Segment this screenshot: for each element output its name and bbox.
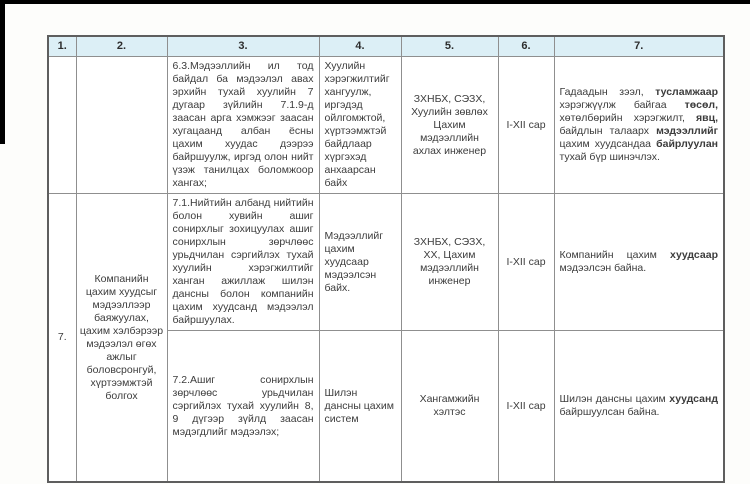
cell-7-objective: Компанийн цахим хуудсыг мэдээллээр баяжуулах, цахим хэлбэрээр мэдээлэл өгөх ажлыг боловсронгуй, хүртээмжтэй болгох <box>76 194 167 483</box>
cell-72-criteria: Шилэн дансны цахим систем <box>319 331 401 483</box>
header-cell-col6: 6. <box>498 36 554 57</box>
cell-7-number: 7. <box>48 194 76 483</box>
cell-71-criteria: Мэдээллийг цахим хуудсаар мэдээлсэн байх. <box>319 194 401 331</box>
cell-71-activity: 7.1.Нийтийн албанд нийтийн болон хувийн ашиг сонирхлыг зохицуулах ашиг сонирхлын зөрчлөөс урьдчилан сэргийлэх тухай хуулийн хэрэгжилтийг ханган ажиллаж шилэн дансны болон компанийн цахим хуудсанд мэдээлэл байршуулах. <box>167 194 319 331</box>
cell-63-schedule: I-XII сар <box>498 57 554 194</box>
cell-63-objective <box>76 57 167 194</box>
cell-72-activity: 7.2.Ашиг сонирхлын зөрчлөөс урьдчилан сэргийлэх тухай хуулийн 8, 9 дүгээр зүйлд заасан мэдэгдлийг мэдээлэх; <box>167 331 319 483</box>
header-cell-col5: 5. <box>401 36 498 57</box>
cell-72-result: Шилэн дансны цахим хуудсанд байршуулсан байна. <box>554 331 724 483</box>
cell-63-responsible: ЗХНБХ, СЭЗХ, Хуулийн зөвлөх Цахим мэдээллийн ахлах инженер <box>401 57 498 194</box>
scan-edge-artifact-top <box>0 0 750 4</box>
header-cell-col1: 1. <box>48 36 76 57</box>
cell-71-responsible: ЗХНБХ, СЭЗХ, ХХ, Цахим мэдээллийн инженер <box>401 194 498 331</box>
cell-63-criteria: Хуулийн хэрэгжилтийг хангуулж, иргэдэд ойлгомжтой, хүртээмжтэй байдлаар хүргэхэд анхаарсан байх <box>319 57 401 194</box>
cell-72-schedule: I-XII сар <box>498 331 554 483</box>
cell-63-result: Гадаадын зээл, тусламжаар хэрэгжүүлж байгаа төсөл, хөтөлбөрийн хэрэгжилт, явц, байдлын талаарх мэдээллийг цахим хуудсандаа байрлуулан тухай бүр шинэчлэх. <box>554 57 724 194</box>
cell-63-number <box>48 57 76 194</box>
header-cell-col7: 7. <box>554 36 724 57</box>
table-row-6-3 <box>48 57 724 194</box>
cell-63-activity: 6.3.Мэдээллийн ил тод байдал ба мэдээлэл авах эрхийн тухай хуулийн 7 дугаар зүйлийн 7.1.9-д заасан арга хэмжээг заасан хугацаанд албан ёсны цахим хуудас дээрээ байршуулж, иргэд олон нийт үзэж танилцах боломжоор хангах; <box>167 57 319 194</box>
cell-71-result: Компанийн цахим хуудсаар мэдээлсэн байна. <box>554 194 724 331</box>
cell-71-schedule: I-XII сар <box>498 194 554 331</box>
scan-edge-artifact-left <box>0 0 5 144</box>
action-plan-table <box>47 35 725 483</box>
cell-72-responsible: Хангамжийн хэлтэс <box>401 331 498 483</box>
header-cell-col2: 2. <box>76 36 167 57</box>
table-header-row <box>48 36 724 57</box>
header-cell-col4: 4. <box>319 36 401 57</box>
header-cell-col3: 3. <box>167 36 319 57</box>
table-row-7-1 <box>48 194 724 331</box>
